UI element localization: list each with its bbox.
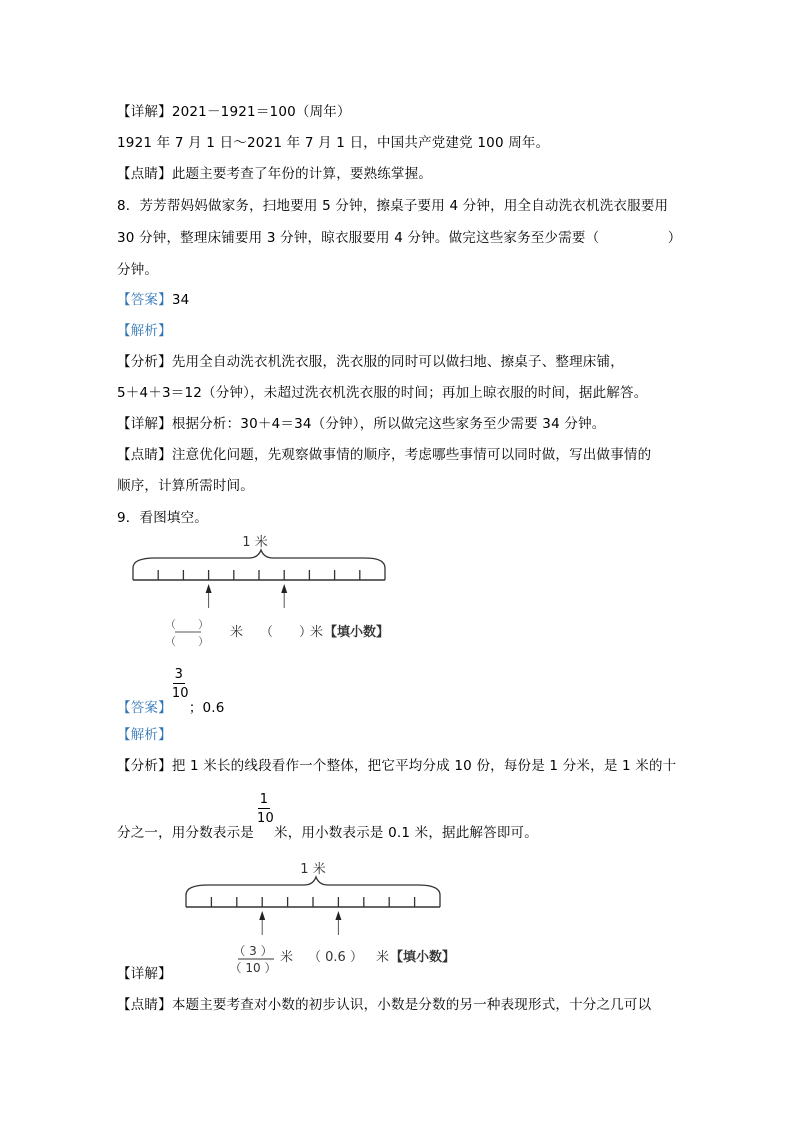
detail-line	[117, 103, 351, 121]
q9-fenxi-2	[117, 792, 538, 842]
ruler-top-label: 1 米	[242, 535, 268, 550]
fenxi-fraction	[257, 792, 274, 837]
fraction-numerator: 1	[259, 792, 269, 807]
fraction-numerator: 3	[174, 667, 184, 682]
fraction-denominator: 10	[171, 686, 189, 701]
answer-tag: 【答案】	[117, 700, 172, 716]
fenxi-text-b: 米，用小数表示是 0.1 米，据此解答即可。	[274, 825, 538, 841]
fraction-bar	[173, 683, 185, 684]
comment-text: 注意优化问题，先观察做事情的顺序，考虑哪些事情可以同时做，写出做事情的	[171, 447, 652, 463]
detail-text: 根据分析：30＋4＝34（分钟），所以做完这些家务至少需要 34 分钟。	[171, 416, 606, 432]
frac-top: （ 3 ）	[233, 944, 273, 958]
frac-bottom-blank: （ ）	[165, 635, 209, 648]
q8-answer	[117, 291, 189, 309]
q9-detail-tag: 【详解】	[117, 966, 172, 982]
frac-bottom: （ 10 ）	[229, 961, 277, 975]
detail-tag: 【详解】	[117, 416, 172, 432]
comment-tag: 【点睛】	[117, 166, 172, 182]
comment-text: 本题主要考查对小数的初步认识，小数是分数的另一种表现形式，十分之几可以	[171, 997, 652, 1013]
ruler-top-label: 1 米	[300, 862, 326, 877]
answer-tag: 【答案】	[117, 292, 172, 308]
unit-1: 米	[280, 950, 294, 965]
comment-line	[117, 165, 432, 183]
comment-tag: 【点睛】	[117, 447, 172, 463]
unit-1: 米	[230, 625, 244, 640]
ruler-figure-2	[178, 855, 468, 975]
ruler-arrows	[259, 911, 341, 935]
q8-line-3: 分钟。	[117, 262, 159, 278]
fenxi-text: 把 1 米长的线段看作一个整体，把它平均分成 10 份，每份是 1 分米，是 1 米的十	[171, 758, 677, 774]
detail-tag: 【详解】	[117, 104, 172, 120]
hint: 【填小数】	[324, 625, 390, 640]
fenxi-tag: 【分析】	[117, 354, 172, 370]
fenxi-tag: 【分析】	[117, 758, 172, 774]
q8-comment-2: 顺序，计算所需时间。	[117, 478, 254, 494]
ruler-ticks	[186, 895, 440, 907]
arrow-head-icon	[281, 584, 287, 593]
q9-fenxi-1	[117, 757, 676, 775]
q8-detail	[117, 415, 605, 433]
ruler-ticks	[133, 568, 385, 580]
unit-2: 米	[376, 950, 390, 965]
arrow-head-icon	[206, 584, 212, 593]
q8-comment-1	[117, 446, 651, 464]
explanation-line: 1921 年 7 月 1 日～2021 年 7 月 1 日，中国共产党建党 100 周年。	[117, 135, 550, 151]
fraction-denominator: 10	[257, 811, 274, 826]
ruler-arrows	[206, 584, 288, 608]
q9-analysis-tag: 【解析】	[117, 727, 172, 743]
ruler-figure-1	[125, 528, 415, 648]
arrow-head-icon	[259, 911, 265, 920]
frac-top-blank: （ ）	[165, 618, 209, 631]
ruler-brace	[133, 550, 385, 568]
ruler-brace	[186, 877, 440, 895]
decimal-blank: （ ）	[260, 625, 313, 640]
q9-answer	[117, 667, 225, 717]
q9-comment-1	[117, 996, 651, 1014]
detail-text: 2021－1921＝100（周年）	[171, 104, 351, 120]
q8-fenxi-1	[117, 353, 624, 371]
answer-rest: ；0.6	[188, 700, 225, 716]
hint: 【填小数】	[390, 950, 456, 965]
q9-title: 9．看图填空。	[117, 510, 208, 526]
fenxi-text: 先用全自动洗衣机洗衣服，洗衣服的同时可以做扫地、擦桌子、整理床铺，	[171, 354, 624, 370]
decimal-value: （ 0.6 ）	[308, 950, 363, 965]
unit-2: 米	[310, 625, 324, 640]
comment-tag: 【点睛】	[117, 997, 172, 1013]
answer-fraction	[171, 667, 189, 712]
q8-fenxi-2: 5＋4＋3＝12（分钟），未超过洗衣机洗衣服的时间；再加上晾衣服的时间，据此解答。	[117, 385, 648, 401]
q8-line-2: 30 分钟，整理床铺要用 3 分钟，晾衣服要用 4 分钟。做完这些家务至少需要（ ）	[117, 230, 682, 246]
q8-line-1: 8．芳芳帮妈妈做家务，扫地要用 5 分钟，擦桌子要用 4 分钟，用全自动洗衣机洗衣服要用	[117, 198, 669, 214]
answer-value: 34	[171, 292, 190, 308]
fenxi-text-a: 分之一，用分数表示是	[117, 825, 254, 841]
arrow-head-icon	[335, 911, 341, 920]
comment-text: 此题主要考查了年份的计算，要熟练掌握。	[171, 166, 433, 182]
fraction-bar	[258, 808, 270, 809]
q8-analysis-tag: 【解析】	[117, 323, 172, 339]
